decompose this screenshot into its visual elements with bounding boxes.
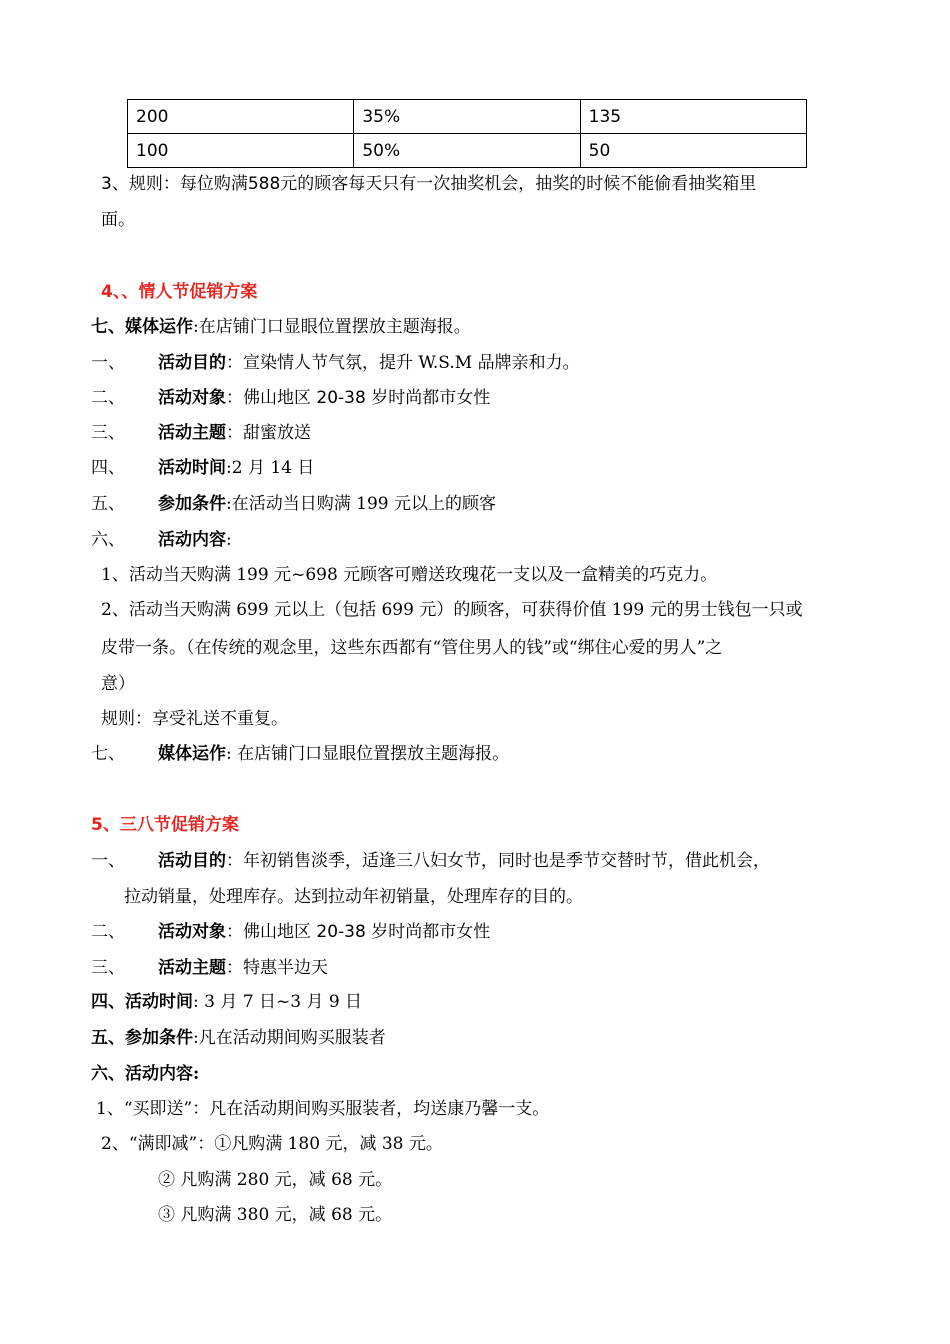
s4-item-colon: : <box>226 494 232 514</box>
s4-item-text: 宣染情人节气氛，提升 W.S.M 品牌亲和力。 <box>243 353 580 373</box>
s4-item-num: 六、 <box>91 530 125 550</box>
s4-media-num: 七、 <box>91 744 125 764</box>
s4-item <box>158 492 496 516</box>
s4-item-colon: : <box>226 530 232 550</box>
s4-item-label: 活动时间 <box>158 458 226 478</box>
s4-item-label: 活动主题 <box>158 423 226 443</box>
table-cell: 135 <box>580 100 806 134</box>
section5-title: 5、三八节促销方案 <box>91 815 239 835</box>
s4-item-num: 一、 <box>91 353 125 373</box>
table-row <box>128 134 807 168</box>
s5-item3-text: ：特惠半边天 <box>226 958 328 978</box>
table-row <box>128 100 807 134</box>
s5-item2-num: 二、 <box>91 922 125 942</box>
rule3-cont: 面。 <box>101 210 135 230</box>
s4-item-colon: : <box>226 458 232 478</box>
s5-item1-label: 活动目的 <box>158 851 226 871</box>
s5-item1 <box>158 849 770 873</box>
s4-item-colon: ： <box>226 353 243 373</box>
s4-item-num: 五、 <box>91 494 125 514</box>
s5-item2-numtext: 20-38 <box>316 922 366 942</box>
table-cell: 200 <box>128 100 354 134</box>
s5-item6 <box>91 1062 199 1086</box>
s4-item-label: 活动内容 <box>158 530 226 550</box>
s5-item5 <box>91 1026 386 1050</box>
rule3-num: 3 <box>101 174 112 194</box>
s4-content-2c: 意） <box>101 674 135 694</box>
s5-content-2: 2、“满即减”：①凡购满 180 元，减 38 元。 <box>101 1134 443 1154</box>
s4-item-text: 2 月 14 日 <box>231 458 315 478</box>
s5-content-1: 1、“买即送”：凡在活动期间购买服装者，均送康乃馨一支。 <box>96 1099 550 1119</box>
s5-content-4: ③ 凡购满 380 元，减 68 元。 <box>158 1205 393 1225</box>
s4-item-text-post: 岁时尚都市女性 <box>365 388 491 408</box>
s5-content-3: ② 凡购满 280 元，减 68 元。 <box>158 1170 393 1190</box>
rule3-amount: 588 <box>247 174 281 194</box>
s5-item1-num: 一、 <box>91 851 125 871</box>
s4-item <box>158 528 232 552</box>
table-cell: 50% <box>354 134 580 168</box>
rule3-sep: 、规则：每位购满 <box>111 174 248 194</box>
s5-item4-text: : 3 月 7 日~3 月 9 日 <box>193 992 363 1012</box>
s4-media-text: : 在店铺门口显眼位置摆放主题海报。 <box>226 744 510 764</box>
s4-media-label: 媒体运作 <box>158 744 226 764</box>
s4-media <box>158 742 509 766</box>
s4-item-label: 参加条件 <box>158 494 226 514</box>
s5-item3-label: 活动主题 <box>158 958 226 978</box>
s5-item5-label: 五、参加条件 <box>91 1028 193 1048</box>
s4-item-text-pre: 佛山地区 <box>243 388 317 408</box>
table-cell: 100 <box>128 134 354 168</box>
rule3-rest: 元的顾客每天只有一次抽奖机会，抽奖的时候不能偷看抽奖箱里 <box>280 174 757 194</box>
section4-intro <box>91 315 471 339</box>
s4-item <box>158 386 490 410</box>
intro-label: 七、媒体运作 <box>91 317 193 337</box>
s4-item-colon: ： <box>226 388 243 408</box>
s5-item6-label: 六、活动内容: <box>91 1064 200 1084</box>
s4-item-label: 活动目的 <box>158 353 226 373</box>
table-cell: 35% <box>354 100 580 134</box>
s5-item4 <box>91 990 362 1014</box>
s4-content-1: 1、活动当天购满 199 元~698 元顾客可赠送玫瑰花一支以及一盒精美的巧克力。 <box>101 565 718 585</box>
prize-table <box>127 99 807 168</box>
table-cell: 50 <box>580 134 806 168</box>
s4-item <box>158 456 314 480</box>
s5-item1-cont: 拉动销量，处理库存。达到拉动年初销量，处理库存的目的。 <box>124 887 583 907</box>
intro-text: :在店铺门口显眼位置摆放主题海报。 <box>193 317 471 337</box>
s5-item4-label: 四、活动时间 <box>91 992 193 1012</box>
s5-item3 <box>158 956 328 980</box>
s5-item3-num: 三、 <box>91 958 125 978</box>
s4-item-text: 在活动当日购满 199 元以上的顾客 <box>231 494 496 514</box>
section4-title: 4、、情人节促销方案 <box>101 282 258 302</box>
s5-item2-post: 岁时尚都市女性 <box>365 922 491 942</box>
s4-item <box>158 351 580 375</box>
s5-item2 <box>158 920 490 944</box>
s5-item1-text: ：年初销售淡季，适逢三八妇女节，同时也是季节交替时节，借此机会， <box>226 851 770 871</box>
s5-item2-pre: ：佛山地区 <box>226 922 317 942</box>
s4-rule: 规则：享受礼送不重复。 <box>101 709 288 729</box>
s4-item-label: 活动对象 <box>158 388 226 408</box>
s4-content-2a: 2、活动当天购满 699 元以上（包括 699 元）的顾客，可获得价值 199 元的男士钱包一只或 <box>101 600 803 620</box>
s4-item-num: 三、 <box>91 423 125 443</box>
s5-item5-text: :凡在活动期间购买服装者 <box>193 1028 386 1048</box>
s4-item-num: 二、 <box>91 388 125 408</box>
s4-item-text-num: 20-38 <box>316 388 366 408</box>
s4-item <box>158 421 311 445</box>
s4-content-2b: 皮带一条。（在传统的观念里，这些东西都有“管住男人的钱”或“绑住心爱的男人”之 <box>101 638 723 658</box>
s5-item2-label: 活动对象 <box>158 922 226 942</box>
s4-item-colon: ： <box>226 423 243 443</box>
s4-item-text: 甜蜜放送 <box>243 423 311 443</box>
s4-item-num: 四、 <box>91 458 125 478</box>
rule3-line <box>101 172 756 196</box>
